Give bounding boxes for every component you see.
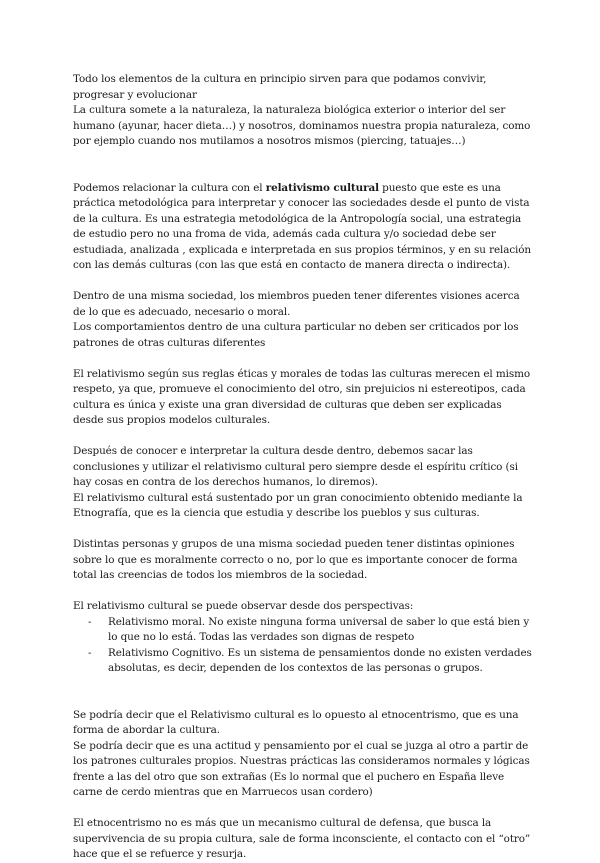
paragraph-ethical-rules xyxy=(73,367,533,429)
paragraph-two-perspectives xyxy=(73,599,533,677)
paragraph-text: Podemos relacionar la cultura con el xyxy=(73,181,266,194)
paragraph-text: puesto que este es una práctica metodológica para interpretar y conocer las sociedades desde el punto de vista de la cultura. Es una estrategia metodológica de la Antropología social, una estrategia de estudio pero no una froma de vida, además cada cultura y/o sociedad debe ser estudiada, analizada , explicada e interpretada en sus propios términos, y en su relación con las demás culturas (con las que está en contacto de manera directa o indirecta). xyxy=(73,181,532,271)
perspectives-list xyxy=(73,615,533,677)
bold-term: relativismo cultural xyxy=(265,181,379,194)
paragraph-relativism-definition xyxy=(73,181,533,274)
blank-line xyxy=(73,692,533,708)
paragraph-cultural-elements xyxy=(73,72,533,150)
list-item xyxy=(73,646,533,677)
list-item-text: Relativismo Cognitivo. Es un sistema de pensamientos donde no existen verdades absolutas, es decir, dependen de los contextos de las personas o grupos. xyxy=(108,646,532,674)
paragraph-text: Se podría decir que es una actitud y pensamiento por el cual se juzga al otro a partir de los patrones culturales propios. Nuestras prácticas las consideramos normales y lógicas frente a las del otro que son extrañas (Es lo normal que el puchero en España lleve carne de cerdo mientras que en Marruecos usan cordero) xyxy=(73,739,530,798)
list-item xyxy=(73,615,533,646)
paragraph-text: Distintas personas y grupos de una misma sociedad pueden tener distintas opiniones sobre lo que es moralmente correcto o no, por lo que es importante conocer de forma total las creencias de todos los miembros de la sociedad. xyxy=(73,538,518,581)
paragraph-text: La cultura somete a la naturaleza, la naturaleza biológica exterior o interior del ser humano (ayunar, hacer dieta…) y nosotros, dominamos nuestra propia naturaleza, como por ejemplo cuando nos mutilamos a nosotros mismos (piercing, tatuajes…) xyxy=(73,104,531,147)
paragraph-ethnocentrism xyxy=(73,708,533,801)
paragraph-text: Todo los elementos de la cultura en principio sirven para que podamos convivir, progresar y evolucionar xyxy=(73,73,487,101)
paragraph-text: El etnocentrismo no es más que un mecanismo cultural de defensa, que busca la supervivencia de su propia cultura, sale de forma inconsciente, el contacto con el “otro” hace que el se refuerce y resurja. xyxy=(73,817,531,860)
paragraph-text: Los comportamientos dentro de una cultura particular no deben ser criticados por los patrones de otras culturas diferentes xyxy=(73,321,519,349)
paragraph-text: El relativismo cultural está sustentado por un gran conocimiento obtenido mediante la Etnografía, que es la ciencia que estudia y describe los pueblos y sus culturas. xyxy=(73,491,523,519)
document-body xyxy=(73,72,533,863)
list-item-text: Relativismo moral. No existe ninguna forma universal de saber lo que está bien y lo que no lo está. Todas las verdades son dignas de respeto xyxy=(108,615,530,643)
paragraph-text: Se podría decir que el Relativismo cultural es lo opuesto al etnocentrismo, que es una forma de abordar la cultura. xyxy=(73,708,519,736)
paragraph-defense-mechanism xyxy=(73,816,533,863)
dash-bullet: - xyxy=(88,646,92,659)
paragraph-text: Después de conocer e interpretar la cultura desde dentro, debemos sacar las conclusiones y utilizar el relativismo cultural pero siempre desde el espíritu crítico (si hay cosas en contra de los derechos humanos, lo diremos). xyxy=(73,445,518,488)
paragraph-society-visions xyxy=(73,289,533,351)
dash-bullet: - xyxy=(88,615,92,628)
blank-line xyxy=(73,165,533,181)
paragraph-text: Dentro de una misma sociedad, los miembros pueden tener diferentes visiones acerca de lo que es adecuado, necesario o moral. xyxy=(73,290,520,318)
paragraph-different-opinions xyxy=(73,537,533,584)
paragraph-critical-spirit xyxy=(73,444,533,522)
paragraph-text: El relativismo cultural se puede observar desde dos perspectivas: xyxy=(73,600,414,612)
paragraph-text: El relativismo según sus reglas éticas y morales de todas las culturas merecen el mismo respeto, ya que, promueve el conocimiento del otro, sin prejuicios ni estereotipos, cada cultura es única y existe una gran diversidad de culturas que deben ser explicadas desde sus propios modelos culturales. xyxy=(73,367,530,426)
